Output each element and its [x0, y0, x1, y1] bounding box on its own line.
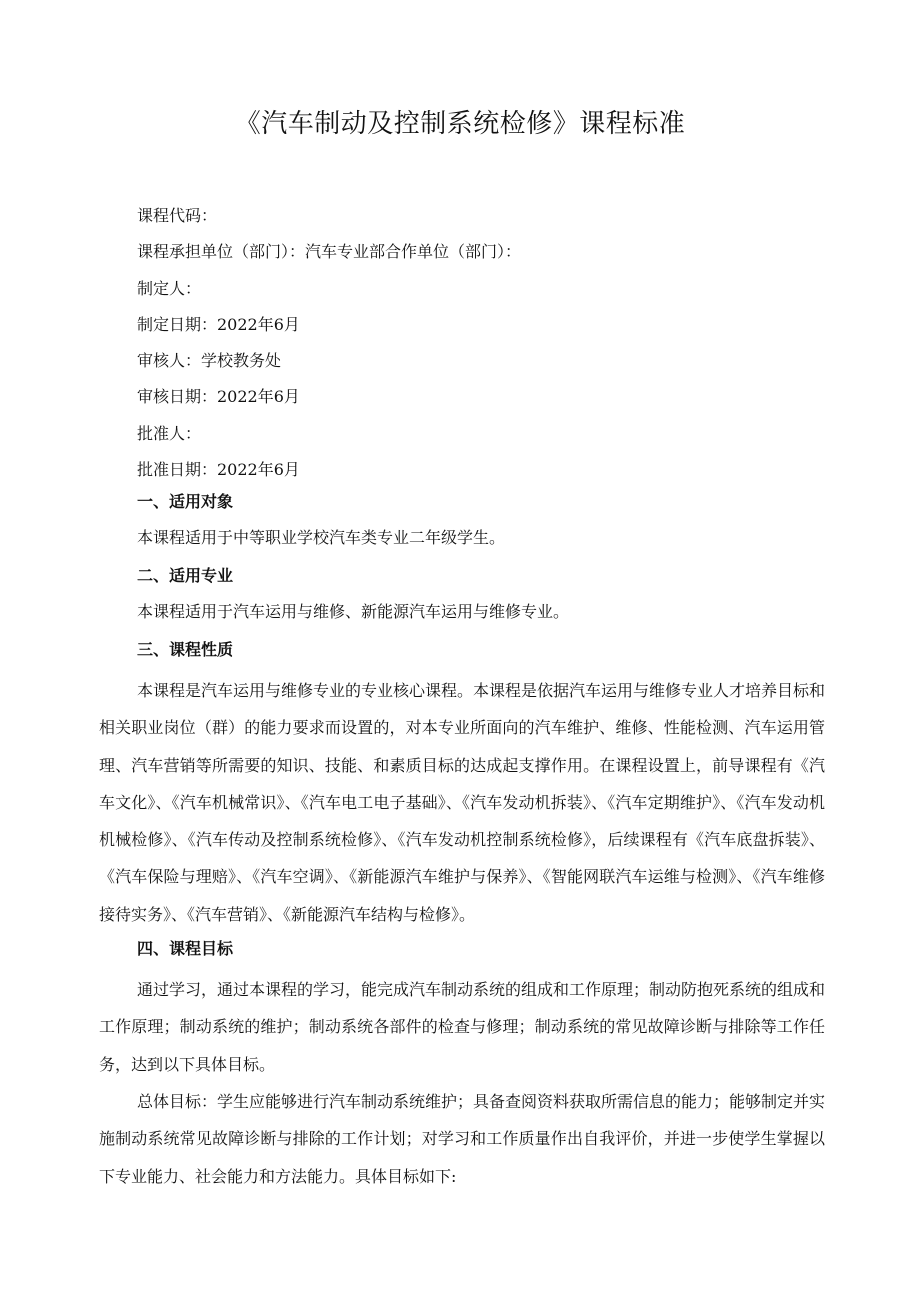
section-heading-audience: 一、适用对象: [137, 492, 234, 511]
meta-undertaking-unit: 课程承担单位（部门）：汽车专业部合作单位（部门）：: [137, 242, 522, 262]
meta-reviewer: 审核人：学校教务处: [137, 351, 282, 371]
section-text-audience: 本课程适用于中等职业学校汽车类专业二年级学生。: [137, 528, 506, 547]
objectives-paragraph-intro: 通过学习，通过本课程的学习，能完成汽车制动系统的组成和工作原理；制动防抱死系统的组成和工作原理；制动系统的维护；制动系统各部件的检查与修理；制动系统的常见故障诊断与排除等工作任务，达到以下具体目标。: [99, 980, 826, 1074]
meta-approver: 批准人：: [137, 423, 202, 443]
objectives-paragraph-overall: 总体目标：学生应能够进行汽车制动系统维护；具备查阅资料获取所需信息的能力；能够制定并实施制动系统常见故障诊断与排除的工作计划；对学习和工作质量作出自我评价，并进一步使学生掌握以下专业能力、社会能力和方法能力。具体目标如下:: [99, 1091, 826, 1186]
document-body: [99, 488, 825, 1195]
section-heading-objectives: 四、课程目标: [137, 939, 234, 959]
course-meta-block: [137, 198, 837, 488]
meta-approval-date: 批准日期：2022年6月: [137, 460, 300, 480]
section-heading-nature: 三、课程性质: [137, 640, 234, 659]
meta-review-date: 审核日期：2022年6月: [137, 387, 300, 407]
meta-author: 制定人：: [137, 278, 202, 298]
meta-author-date: 制定日期：2022年6月: [137, 314, 300, 334]
section-text-major: 本课程适用于汽车运用与维修、新能源汽车运用与维修专业。: [137, 602, 570, 621]
meta-course-code: 课程代码：: [137, 206, 218, 225]
section-text-nature: 本课程是汽车运用与维修专业的专业核心课程。本课程是依据汽车运用与维修专业人才培养目标和相关职业岗位（群）的能力要求而设置的，对本专业所面向的汽车维护、维修、性能检测、汽车运用管理、汽车营销等所需要的知识、技能、和素质目标的达成起支撑作用。在课程设置上，前导课程有《汽车文化》、《汽车机械常识》、《汽车电工电子基础》、《汽车发动机拆装》、《汽车定期维护》、《汽车发动机机械检修》、《汽车传动及控制系统检修》、《汽车发动机控制系统检修》，后续课程有《汽车底盘拆装》、《汽车保险与理赔》、《汽车空调》、《新能源汽车维护与保养》、《智能网联汽车运维与检测》、《汽车维修接待实务》、《汽车营销》、《新能源汽车结构与检修》。: [99, 681, 826, 924]
document-title: 《汽车制动及控制系统检修》课程标准: [234, 109, 686, 139]
section-heading-major: 二、适用专业: [137, 566, 234, 585]
